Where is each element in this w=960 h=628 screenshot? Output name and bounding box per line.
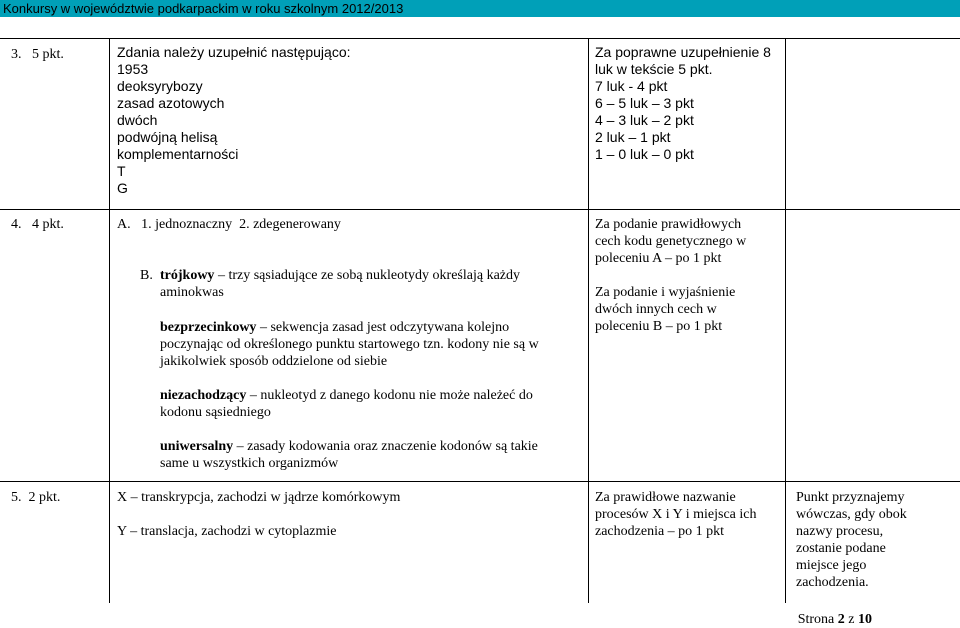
scoring-line: poleceniu B – po 1 pkt [595,319,723,334]
row-3-number: 3. 5 pkt. [11,47,64,62]
feature-definition: – trzy sąsiadujące ze sobą nukleotydy określają każdy [214,268,520,283]
scoring-line: 6 – 5 luk – 3 pkt [595,95,694,111]
feature-term: niezachodzący [160,388,247,403]
answer-line: zasad azotowych [117,95,225,111]
row-5-answer-x: X – transkrypcja, zachodzi w jądrze komórkowym [117,490,401,505]
answer-line: deoksyrybozy [117,78,203,94]
feature-definition-cont: aminokwas [160,285,224,300]
row-5-scoring [595,489,756,540]
row-5-number: 5. 2 pkt. [11,490,61,505]
scoring-line: Za podanie prawidłowych [595,217,742,232]
answer-line: T [117,163,126,179]
answer-line: G [117,180,128,196]
page-number: Strona 2 z 10 [797,612,872,627]
row-3-answer [117,44,351,197]
row-4-scoring-a [595,216,746,267]
scoring-line: poleceniu A – po 1 pkt [595,251,722,266]
row-4-bottom-border [0,481,960,482]
answer-line: 1953 [117,61,149,77]
feature-term: trójkowy [160,268,215,283]
note-line: zostanie podane [796,541,886,556]
feature-definition-cont: poczynając od określonego punktu startowego tzn. kodony nie są w [160,337,539,352]
col-divider-2 [588,38,589,603]
feature-definition: – nukleotyd z danego kodonu nie może należeć do [246,388,533,403]
note-line: wówczas, gdy obok [796,507,907,522]
row-3-scoring [595,44,771,163]
scoring-line: zachodzenia – po 1 pkt [595,524,725,539]
answer-line: podwójną helisą [117,129,218,145]
feature-definition-cont: same u wszystkich organizmów [160,456,339,471]
row-4-part-a: A. 1. jednoznaczny 2. zdegenerowany [117,217,341,232]
scoring-line: Za podanie i wyjaśnienie [595,285,736,300]
scoring-line: Za poprawne uzupełnienie 8 [595,44,771,60]
scoring-line: Za prawidłowe nazwanie [595,490,736,505]
feature-trojkowy [160,267,520,301]
note-line: miejsce jego [796,558,867,573]
feature-niezachodzacy [160,387,533,421]
scoring-line: 4 – 3 luk – 2 pkt [595,112,694,128]
scoring-line: 7 luk - 4 pkt [595,78,668,94]
answer-line: komplementarności [117,146,239,162]
row-4-part-b-label: B. [140,268,153,283]
scoring-line: luk w tekście 5 pkt. [595,61,713,77]
feature-term: uniwersalny [160,439,234,454]
feature-bezprzecinkowy [160,319,539,370]
scoring-line: 2 luk – 1 pkt [595,129,671,145]
row-5-note [796,489,907,591]
document-header [0,0,960,17]
row-4-scoring-b [595,284,735,335]
scoring-line: dwóch innych cech w [595,302,717,317]
answer-line: dwóch [117,112,158,128]
col-divider-1 [109,38,110,603]
feature-definition: – sekwencja zasad jest odczytywana kolejno [256,320,510,335]
note-line: Punkt przyznajemy [796,490,905,505]
header-title: Konkursy w województwie podkarpackim w roku szkolnym 2012/2013 [3,1,404,16]
scoring-line: procesów X i Y i miejsca ich [595,507,757,522]
row-4-number: 4. 4 pkt. [11,217,64,232]
scoring-line: cech kodu genetycznego w [595,234,747,249]
note-line: zachodzenia. [796,575,869,590]
feature-definition: – zasady kodowania oraz znaczenie kodonów są takie [233,439,538,454]
feature-term: bezprzecinkowy [160,320,257,335]
note-line: nazwy procesu, [796,524,884,539]
col-divider-3 [785,38,786,603]
row-3-bottom-border [0,209,960,210]
table-top-border [0,38,960,39]
scoring-line: 1 – 0 luk – 0 pkt [595,146,694,162]
answer-line: Zdania należy uzupełnić następująco: [117,44,351,60]
feature-uniwersalny [160,438,538,472]
feature-definition-cont: kodonu sąsiedniego [160,405,271,420]
row-5-answer-y: Y – translacja, zachodzi w cytoplazmie [117,524,337,539]
feature-definition-cont: jakikolwiek sposób oddzielone od siebie [160,354,388,369]
